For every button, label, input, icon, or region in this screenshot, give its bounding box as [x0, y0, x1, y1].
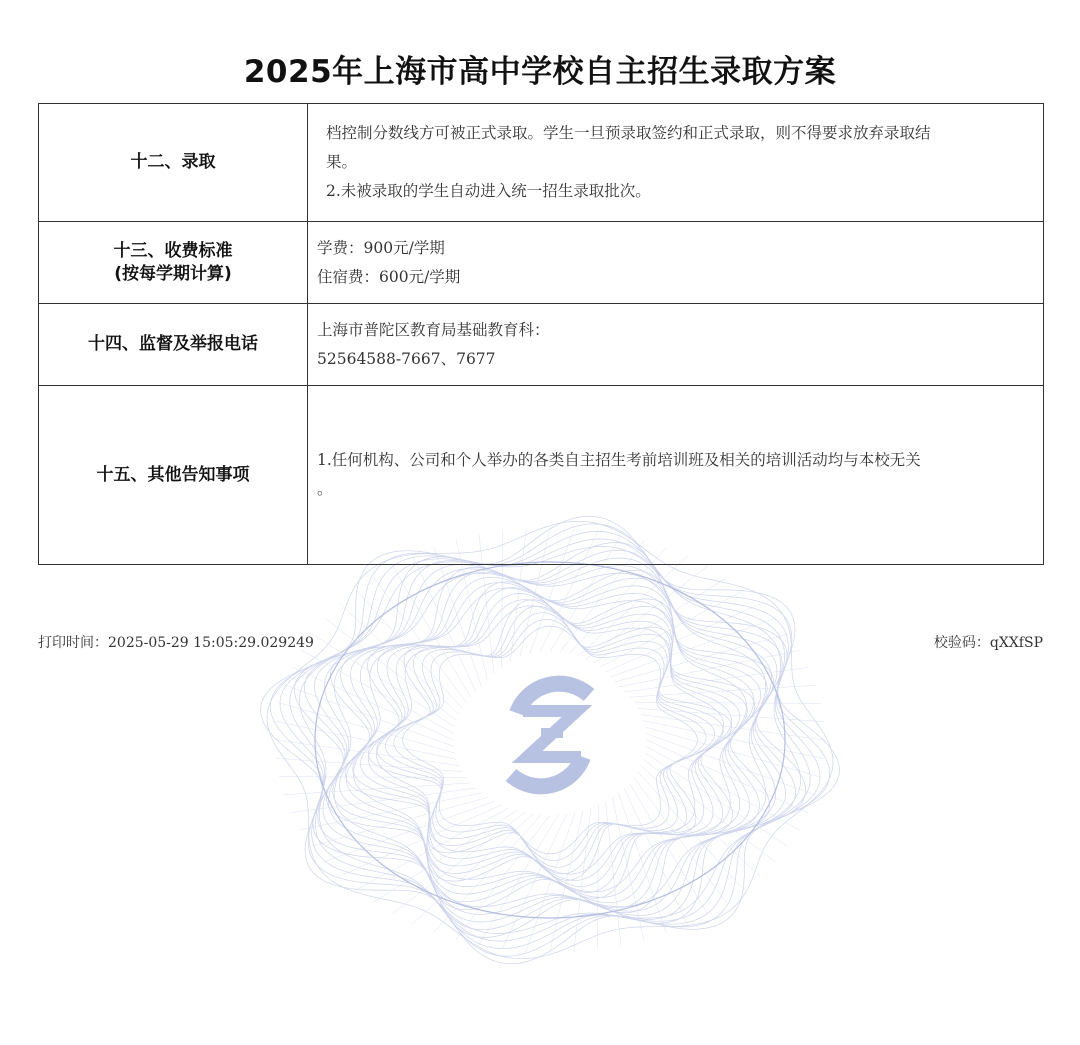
page-title: 2025年上海市高中学校自主招生录取方案 [243, 54, 837, 90]
row-label: 十二、录取 [39, 104, 308, 222]
row-content: 学费：900元/学期 住宿费：600元/学期 [308, 222, 1044, 304]
row-content: 上海市普陀区教育局基础教育科： 52564588-7667、7677 [308, 304, 1044, 386]
row-content: 1.任何机构、公司和个人举办的各类自主招生考前培训班及相关的培训活动均与本校无关 。 [308, 386, 1044, 565]
row-content: 档控制分数线方可被正式录取。学生一旦预录取签约和正式录取，则不得要求放弃录取结 果。 2.未被录取的学生自动进入统一招生录取批次。 [308, 104, 1044, 222]
row-label: 十三、收费标准 (按每学期计算) [39, 222, 308, 304]
admission-table [38, 103, 1044, 565]
table-row [39, 222, 1044, 304]
table-row [39, 304, 1044, 386]
row-label: 十五、其他告知事项 [39, 386, 308, 565]
verification-code: 校验码：qXXfSP [933, 635, 1043, 651]
print-time: 打印时间：2025-05-29 15:05:29.029249 [38, 635, 314, 651]
guilloche-watermark [255, 495, 845, 975]
row-label: 十四、监督及举报电话 [39, 304, 308, 386]
table-row [39, 386, 1044, 565]
table-row [39, 104, 1044, 222]
school-logo-icon [468, 651, 632, 815]
